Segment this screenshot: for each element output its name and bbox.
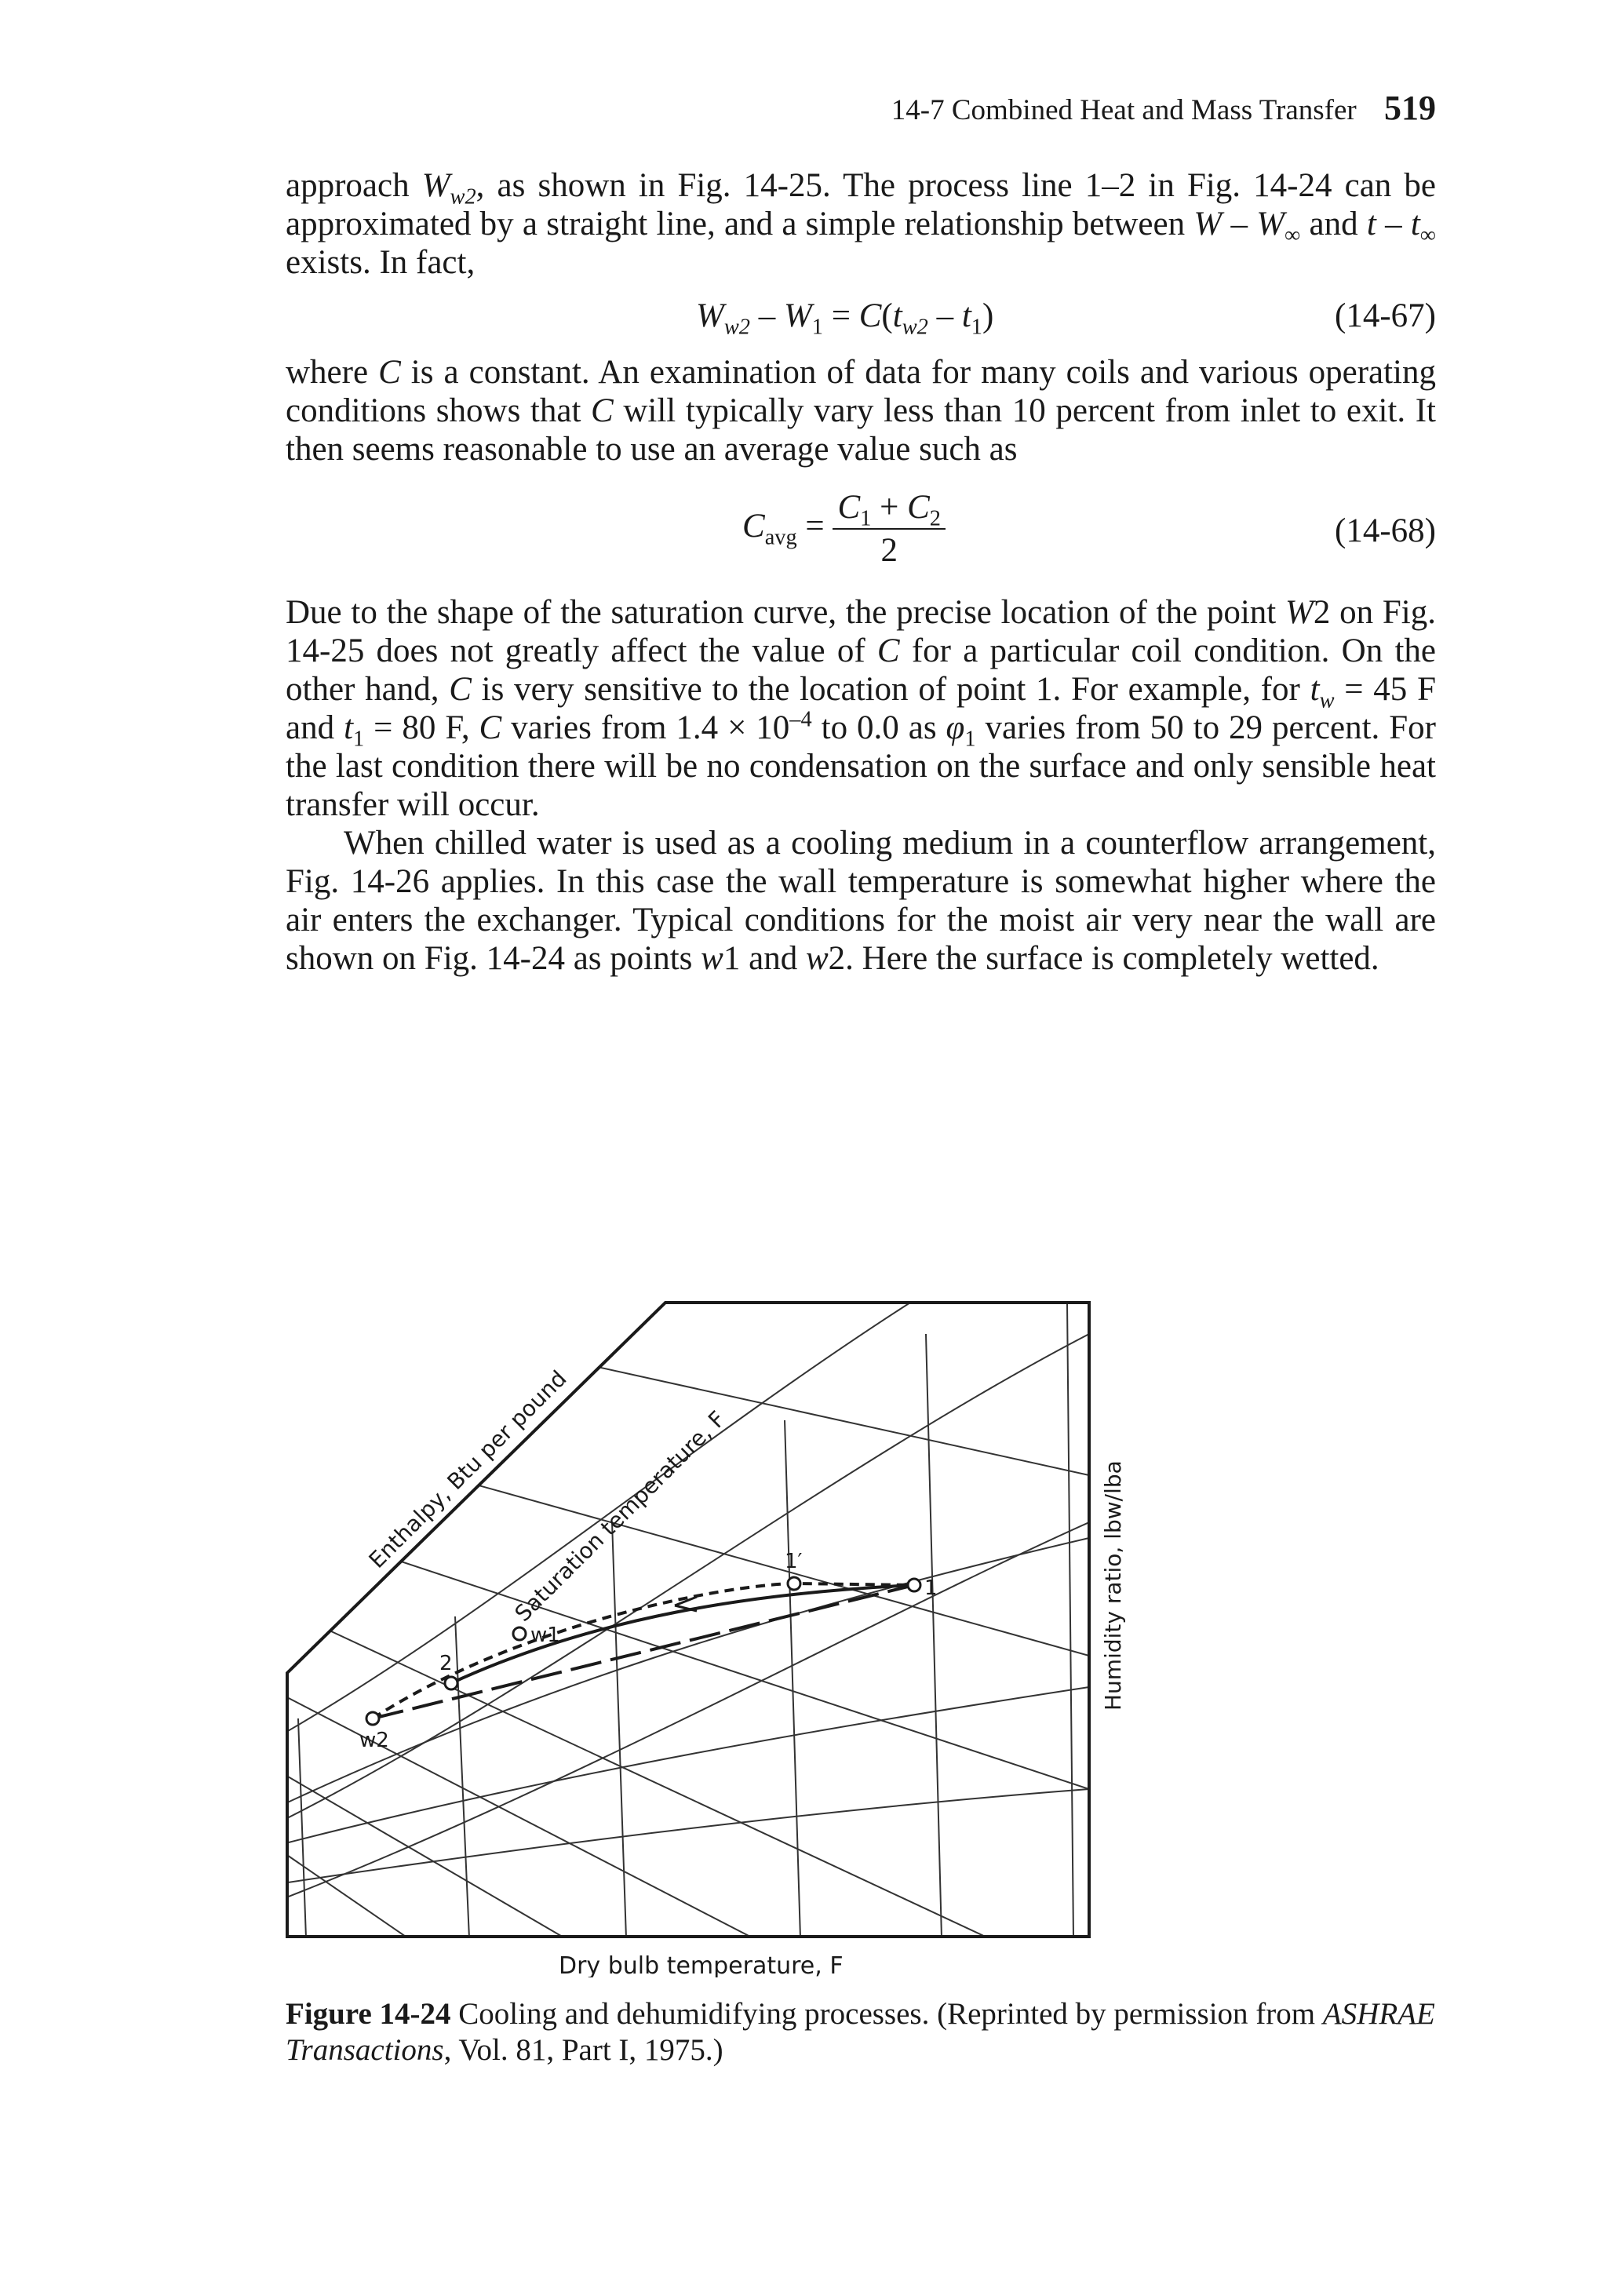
chart-border	[287, 1303, 1089, 1937]
paragraph-3: Due to the shape of the saturation curve, the precise location of the point W2 on Fig. 14-25 does not greatly affect the value of C for a particular coil condition. On the other hand, C is very sensitive to the location of point 1. For example, for $t_w = 45$ F and $t_1 = 80$ F, C varies from $1.4 \times 10^{-4}$ to 0.0 as $\varphi_1$ varies from 50 to 29 percent. For the last condition there will be no condensation on the surface and only sensible heat transfer will occur.	[286, 594, 1436, 823]
rh-curve	[282, 1334, 1089, 1820]
humidity-ratio-label: Humidity ratio, lbw/lba	[1100, 1460, 1126, 1711]
label-point-w1: w1	[530, 1624, 560, 1647]
point-1	[908, 1579, 920, 1591]
dry-bulb-line	[455, 1616, 469, 1938]
equation-body: $C_{avg}$ = $\frac{C_1 + C_2}{2}$	[742, 488, 946, 570]
saturation-temperature-label: Saturation temperature, F	[509, 1405, 731, 1627]
enthalpy-line	[282, 1695, 753, 1938]
page-number: 519	[1384, 89, 1436, 127]
point-w2	[366, 1712, 379, 1725]
figure-psychrometric-chart	[282, 1287, 1459, 1977]
figure-caption: Figure 14-24 Cooling and dehumidifying processes. (Reprinted by permission from ASHRAE Transactions, Vol. 81, Part I, 1975.)	[286, 1997, 1435, 2067]
running-header	[891, 88, 1436, 128]
equation-body: $W_{w2} - W_1 = C(t_{w2} - t_1)$	[696, 297, 994, 340]
dry-bulb-line	[298, 1718, 306, 1938]
fraction: $\frac{C_1 + C_2}{2}$	[833, 488, 946, 570]
dry-bulb-line	[785, 1420, 800, 1938]
equation-14-68	[286, 488, 1436, 574]
enthalpy-label: Enthalpy, Btu per pound	[363, 1365, 572, 1573]
label-point-1: 1	[924, 1576, 938, 1600]
enthalpy-line	[282, 1609, 989, 1938]
saturation-curve	[282, 1687, 1089, 1844]
paragraph-1: approach $W_{w2}$, as shown in Fig. 14-25. The process line 1–2 in Fig. 14-24 can be approximated by a straight line, and a simple relationship between W – $W_\infty$ and t – $t_\infty$ exists. In fact,	[286, 167, 1437, 281]
figure-number: Figure 14-24	[286, 1997, 451, 2031]
chart-svg	[282, 1287, 1459, 1977]
enthalpy-line	[282, 1522, 1089, 1789]
enthalpy-line	[282, 1852, 408, 1938]
equation-number: (14-68)	[1335, 512, 1436, 549]
point-2	[445, 1677, 457, 1689]
point-w1	[513, 1627, 526, 1640]
point-1-prime	[788, 1577, 800, 1590]
dry-bulb-label: Dry bulb temperature, F	[559, 1952, 844, 1977]
paragraph-4: When chilled water is used as a cooling medium in a counterflow arrangement, Fig. 14-26 applies. In this case the wall temperature is somewhat higher where the air enters the exchanger. Typical conditions for the moist air very near the wall are shown on Fig. 14-24 as points w1 and w2. Here the surface is completely wetted.	[286, 825, 1436, 977]
section-title: 14-7 Combined Heat and Mass Transfer	[891, 94, 1357, 126]
label-point-1-prime: 1′	[785, 1550, 803, 1573]
chart-grid	[282, 1303, 1089, 1938]
dry-bulb-line	[1067, 1303, 1073, 1938]
label-point-w2: w2	[359, 1729, 389, 1752]
dry-bulb-line	[612, 1522, 626, 1938]
equation-number: (14-67)	[1335, 297, 1436, 334]
paragraph-2: where C is a constant. An examination of data for many coils and various operating conditions shows that C will typically vary less than 10 percent from inlet to exit. It then seems reasonable to use an average value such as	[286, 354, 1436, 468]
label-point-2: 2	[439, 1652, 453, 1675]
dry-bulb-line	[926, 1334, 942, 1938]
saturation-curve	[282, 1789, 1089, 1883]
